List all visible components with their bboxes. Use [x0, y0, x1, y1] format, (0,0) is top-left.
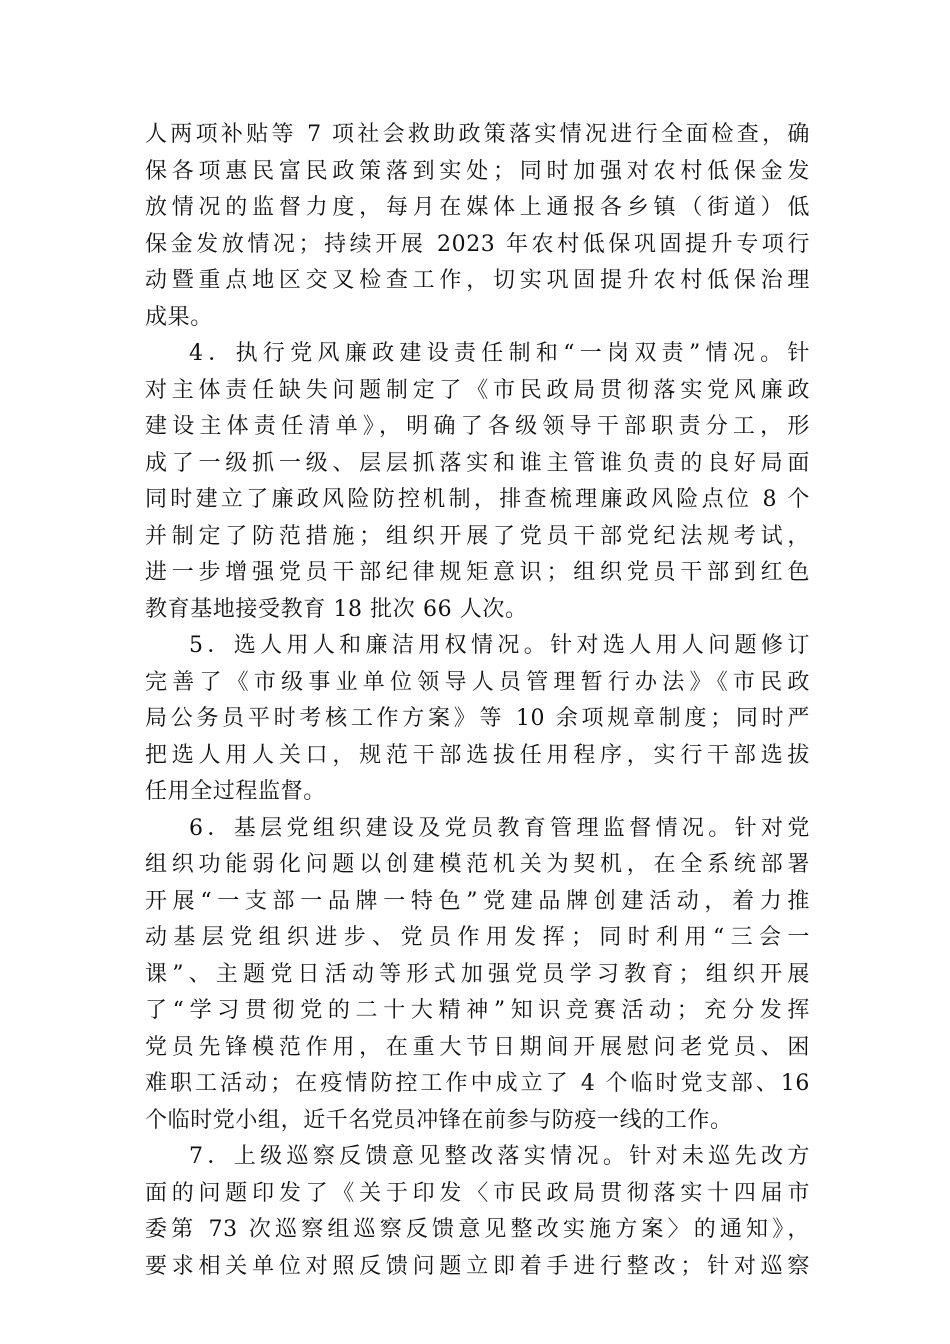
text-line: 对主体责任缺失问题制定了《市民政局贯彻落实党风廉政 — [145, 377, 810, 403]
paragraph-7-heading-line: 7．上级巡察反馈意见整改落实情况。针对未巡先改方 — [189, 1144, 810, 1169]
text-line: 要求相关单位对照反馈问题立即着手进行整改；针对巡察 — [145, 1253, 810, 1279]
text-line: 保金发放情况；持续开展 2023 年农村低保巩固提升专项行 — [145, 231, 810, 257]
text-line: 保各项惠民富民政策落到实处；同时加强对农村低保金发 — [145, 158, 810, 184]
document-body — [145, 117, 810, 1285]
text-line: 难职工活动；在疫情防控工作中成立了 4 个临时党支部、16 — [145, 1071, 810, 1096]
text-line: 了“学习贯彻党的二十大精神”知识竞赛活动；充分发挥 — [145, 998, 810, 1023]
text-line: 个临时党小组，近千名党员冲锋在前参与防疫一线的工作。 — [145, 1107, 733, 1133]
paragraph-4-heading-line: 4．执行党风廉政建设责任制和“一岗双责”情况。针 — [189, 341, 810, 366]
text-line: 党员先锋模范作用，在重大节日期间开展慰问老党员、困 — [145, 1034, 810, 1060]
text-line: 委第 73 次巡察组巡察反馈意见整改实施方案〉的通知》， — [145, 1217, 810, 1242]
text-line: 局公务员平时考核工作方案》等 10 余项规章制度；同时严 — [145, 706, 810, 731]
text-line: 并制定了防范措施；组织开展了党员干部党纪法规考试， — [145, 523, 810, 549]
text-line: 任用全过程监督。 — [145, 779, 326, 804]
text-line: 课”、主题党日活动等形式加强党员学习教育；组织开展 — [145, 961, 810, 987]
text-line: 动暨重点地区交叉检查工作，切实巩固提升农村低保治理 — [145, 268, 810, 293]
text-line: 放情况的监督力度，每月在媒体上通报各乡镇（街道）低 — [145, 195, 810, 220]
text-line: 动基层党组织进步、党员作用发挥；同时利用“三会一 — [145, 925, 810, 950]
text-line: 开展“一支部一品牌一特色”党建品牌创建活动，着力推 — [145, 888, 810, 914]
text-line: 进一步增强党员干部纪律规矩意识；组织党员干部到红色 — [145, 560, 810, 585]
text-line: 建设主体责任清单》，明确了各级领导干部职责分工，形 — [145, 414, 810, 439]
text-line: 同时建立了廉政风险防控机制，排查梳理廉政风险点位 8 个 — [145, 487, 810, 512]
paragraph-5-heading-line: 5．选人用人和廉洁用权情况。针对选人用人问题修订 — [189, 633, 810, 658]
paragraph-6-heading-line: 6．基层党组织建设及党员教育管理监督情况。针对党 — [189, 815, 810, 841]
text-line: 面的问题印发了《关于印发〈市民政局贯彻落实十四届市 — [145, 1180, 810, 1206]
text-line: 成果。 — [145, 304, 213, 330]
text-line: 教育基地接受教育 18 批次 66 人次。 — [145, 596, 528, 622]
text-line: 成了一级抓一级、层层抓落实和谁主管谁负责的良好局面 — [145, 450, 810, 476]
text-line: 完善了《市级事业单位领导人员管理暂行办法》《市民政 — [145, 669, 810, 695]
text-line: 人两项补贴等 7 项社会救助政策落实情况进行全面检查，确 — [145, 122, 810, 147]
text-line: 把选人用人关口，规范干部选拔任用程序，实行干部选拔 — [145, 742, 810, 768]
text-line: 组织功能弱化问题以创建模范机关为契机，在全系统部署 — [145, 852, 810, 877]
